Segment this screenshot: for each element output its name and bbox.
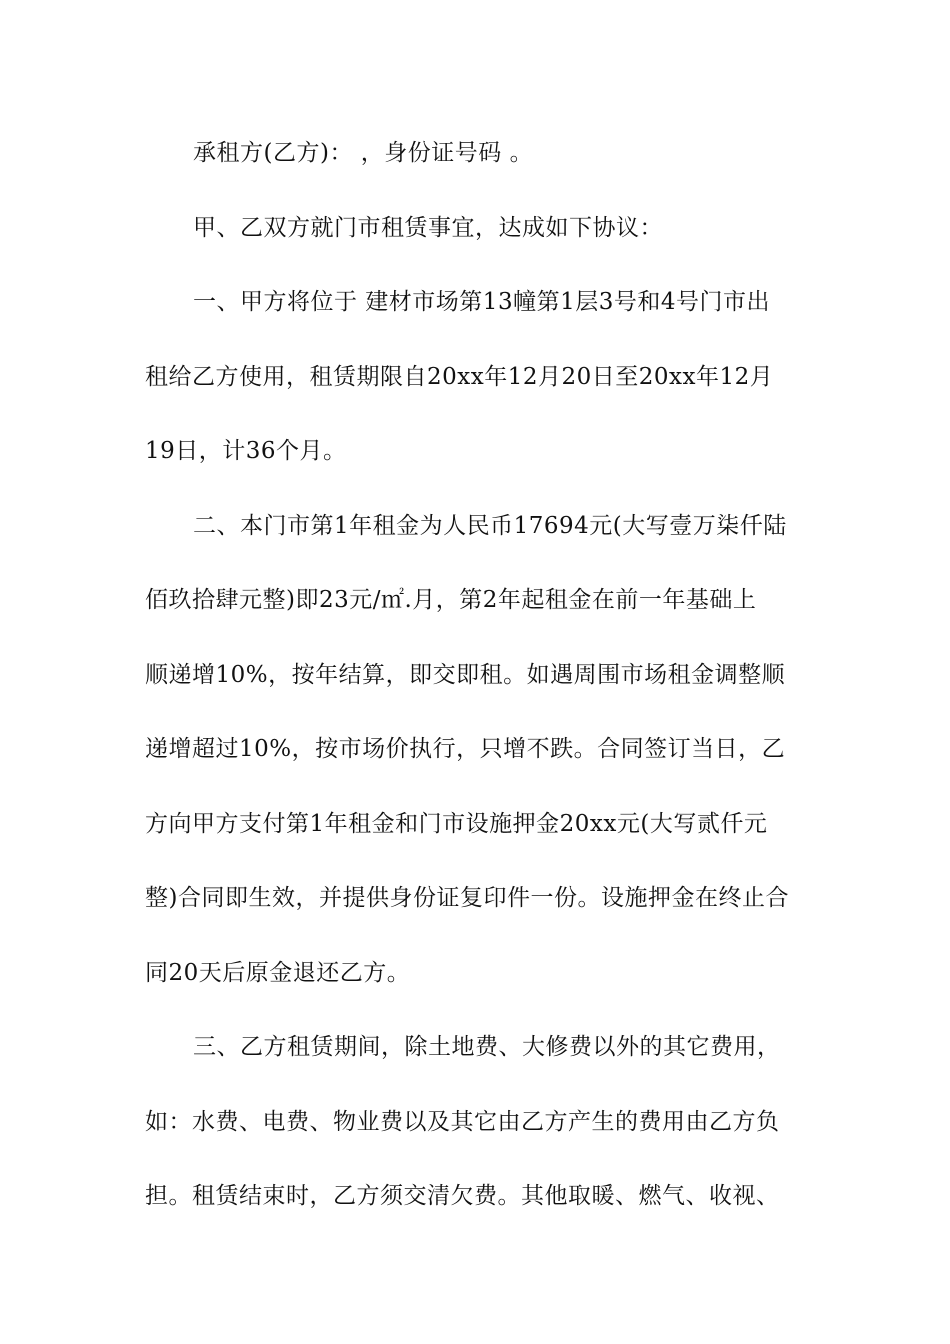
clause-3-line-3: 担。租赁结束时，乙方须交清欠费。其他取暖、燃气、收视、 <box>145 1183 780 1209</box>
clause-2-line-2: 佰玖拾肆元整)即23元/㎡.月，第2年起租金在前一年基础上 <box>145 587 757 613</box>
clause-1-line-3: 19日，计36个月。 <box>145 438 347 464</box>
agreement-intro: 甲、乙双方就门市租赁事宜，达成如下协议： <box>193 215 663 241</box>
clause-3-line-1: 三、乙方租赁期间，除土地费、大修费以外的其它费用， <box>193 1034 781 1060</box>
lessee-line: 承租方(乙方)： ，身份证号码 。 <box>193 140 534 166</box>
clause-1-line-2: 租给乙方使用，租赁期限自20xx年12月20日至20xx年12月 <box>145 364 774 390</box>
clause-2-line-7: 同20天后原金退还乙方。 <box>145 960 411 986</box>
clause-2-line-5: 方向甲方支付第1年租金和门市设施押金20xx元(大写贰仟元 <box>145 811 768 837</box>
clause-2-line-6: 整)合同即生效，并提供身份证复印件一份。设施押金在终止合 <box>145 885 789 911</box>
clause-2-line-4: 递增超过10%，按市场价执行，只增不跌。合同签订当日，乙 <box>145 736 786 762</box>
clause-2-line-3: 顺递增10%，按年结算，即交即租。如遇周围市场租金调整顺 <box>145 662 786 688</box>
clause-2-line-1: 二、本门市第1年租金为人民币17694元(大写壹万柒仟陆 <box>193 513 787 539</box>
clause-3-line-2: 如：水费、电费、物业费以及其它由乙方产生的费用由乙方负 <box>145 1109 780 1135</box>
clause-1-line-1: 一、甲方将位于 建材市场第13幢第1层3号和4号门市出 <box>193 289 770 315</box>
